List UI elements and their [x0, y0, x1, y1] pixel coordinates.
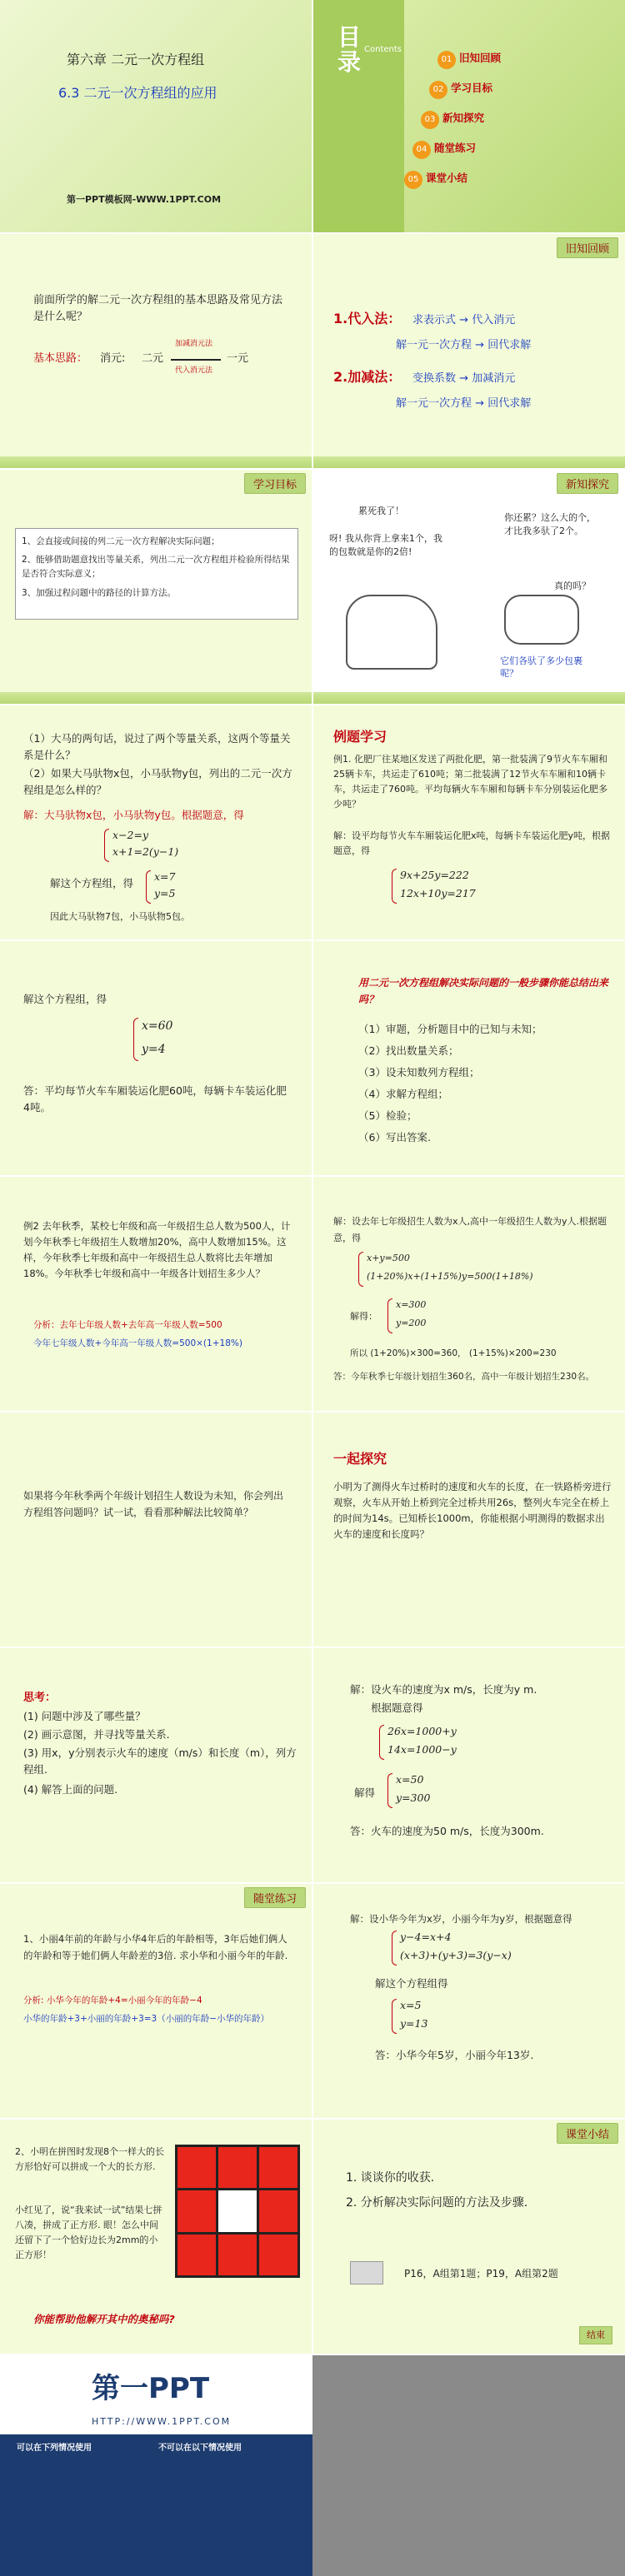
idea-label: 基本思路：: [33, 352, 88, 365]
toc-item[interactable]: 03 新知探究: [421, 110, 484, 129]
analysis-1: 小华的年龄+3+小丽的年龄+3=3（小丽的年龄−小华的年龄）: [23, 2014, 270, 2024]
arrow-bottom: 代入消元法: [175, 366, 213, 375]
cover-slide: [0, 0, 312, 232]
toc-item[interactable]: 05 课堂小结: [404, 170, 468, 189]
example-slide: [312, 705, 625, 939]
answer: 答：平均每节火车车厢装运化肥60吨，每辆卡车装运化肥4吨。: [23, 1084, 287, 1114]
ex-sol-slide: [0, 941, 312, 1175]
think-slide: [0, 1648, 312, 1882]
idea-value: 消元:: [100, 352, 126, 365]
example-sol: 解：设平均每节火车车厢装运化肥x吨，每辆卡车装运化肥y吨，根据题意，得: [333, 830, 611, 856]
idea-right: 一元: [227, 352, 249, 365]
step-item: （1）审题，分析题目中的已知与未知；: [358, 1023, 542, 1035]
toc-title: 目 录: [338, 23, 362, 76]
answer: 答：小华今年5岁，小丽今年13岁.: [375, 2049, 534, 2061]
rect-question: 你能帮助他解开其中的奥秘吗?: [33, 2313, 175, 2325]
eq-2: x+1=2(y−1): [112, 845, 179, 858]
q1: （1）大马的两句话，说过了两个等量关系，这两个等量关系是什么？: [23, 732, 291, 761]
end-button[interactable]: 结束: [579, 2326, 612, 2344]
sol-intro: 解：设火车的速度为x m/s，长度为y m.: [350, 1683, 538, 1696]
rect-text: 2、小明在拼图时发现8个一样大的长方形恰好可以拼成一个大的长方形.: [15, 2146, 164, 2172]
arrow-icon: [171, 359, 221, 361]
chapter-title: 第六章 二元一次方程组: [67, 52, 205, 67]
goal-item: 3、加强过程问题中的路径的计算方法。: [22, 588, 177, 598]
eq-2: 12x+10y=217: [400, 887, 476, 899]
explore-slide: [312, 470, 625, 704]
bubble-3: 你还累？这么大的个，才比我多驮了2个。: [504, 512, 596, 536]
toc-contents: Contents: [364, 45, 402, 54]
bubble-5: 它们各驮了多少包裹呢？: [500, 655, 582, 679]
rect-puzzle: [175, 2145, 300, 2278]
analysis-0: 分析: 小华今年的年龄+4=小丽今年的年龄−4: [23, 1996, 202, 2005]
eq-1: x−2=y: [112, 829, 149, 841]
method-1: 1.代入法：: [333, 311, 402, 326]
calc: 所以 (1+20%)×300=360， (1+15%)×200=230: [350, 1348, 557, 1358]
think-title: 思考：: [23, 1692, 57, 1704]
q2: （2）如果大马驮物x包，小马驮物y包，列出的二元一次方程组是怎么样的？: [23, 767, 292, 796]
step-item: （3）设未知数列方程组；: [358, 1066, 480, 1079]
bubble-4: 真的吗？: [554, 580, 591, 591]
result-x: x=60: [142, 1019, 173, 1033]
explore-tab[interactable]: 新知探究: [557, 473, 618, 494]
pony-drawing: [504, 595, 579, 645]
eq-2: 14x=1000−y: [388, 1743, 457, 1756]
practice-text: 1、小丽4年前的年龄与小华4年后的年龄相等，3年后她们俩人的年龄和等于她们俩人年龄差的3倍. 求小华和小丽今年的年龄.: [23, 1933, 288, 1961]
train-q-slide: [0, 1413, 312, 1647]
eq-1: 26x=1000+y: [388, 1725, 457, 1737]
result-y: y=5: [154, 887, 176, 899]
result-y: y=13: [400, 2017, 428, 2030]
eq-1: x+y=500: [367, 1253, 410, 1263]
solve-text: 解这个方程组，得: [23, 993, 108, 1005]
footer-url[interactable]: HTTP://WWW.1PPT.COM: [92, 2416, 232, 2427]
method-1-steps2: 解一元一次方程 → 回代求解: [396, 339, 532, 351]
rect-text-2: 小红见了，说“我来试一试”结果七拼八凑，拼成了正方形. 眼！怎么中间还留下了一个恰好边长为2mm的小正方形！: [15, 2205, 162, 2260]
summary-item: 2. 分析解决实际问题的方法及步骤.: [346, 2196, 528, 2210]
think-item: (2) 画示意图，并寻找等量关系.: [23, 1728, 170, 1741]
eq-1: y−4=x+4: [400, 1931, 452, 1943]
eq-2: (1+20%)x+(1+15%)y=500(1+18%): [367, 1271, 533, 1282]
result-y: y=4: [142, 1043, 166, 1056]
methods-slide: [312, 234, 625, 468]
steps-slide: [312, 941, 625, 1175]
ex2-text: 例2 去年秋季，某校七年级和高一年级招生总人数为500人，计划今年秋季七年级招生人数增加20%，高中人数增加15%。这样，今年秋季七年级和高中一年级招生总人数将比去年增加18%。今年秋季七年级和高中一年级各计划招生多少人？: [23, 1220, 291, 1279]
result-y: y=300: [396, 1791, 431, 1804]
method-2-steps2: 解一元一次方程 → 回代求解: [396, 397, 532, 410]
arrow-top: 加减消元法: [175, 340, 213, 348]
train-sol-slide: [312, 1648, 625, 1882]
site-label: 第一PPT模板网-WWW.1PPT.COM: [67, 194, 222, 205]
steps-title: 用二元一次方程组解决实际问题的一般步骤你能总结出来吗？: [358, 977, 609, 1005]
step-item: （5）检验；: [358, 1109, 418, 1122]
rect-slide: [0, 2120, 312, 2354]
result-y: y=200: [396, 1318, 427, 1328]
goals-tab[interactable]: 学习目标: [244, 473, 306, 494]
review-question: 前面所学的解二元一次方程组的基本思路及常见方法是什么呢？: [33, 294, 283, 323]
method-1-steps: 求表示式 → 代入消元: [412, 314, 516, 326]
sol-intro: 解：设小华今年为x岁，小丽今年为y岁，根据题意得: [350, 1913, 572, 1925]
practice-slide: [0, 1884, 312, 2118]
idea-left: 二元: [142, 352, 164, 365]
horse-drawing: [346, 595, 438, 670]
result-x: x=50: [396, 1773, 424, 1786]
goals-slide: [0, 470, 312, 704]
example-title: 例题学习: [333, 729, 388, 745]
footer: [0, 2355, 625, 2576]
sol-intro: 解：设去年七年级招生人数为x人,高中一年级招生人数为y人.根据题意，得: [333, 1216, 608, 1243]
summary-slide: [312, 2120, 625, 2354]
result-x: x=300: [396, 1299, 427, 1310]
train-slide: [312, 1413, 625, 1647]
step-item: （4）求解方程组；: [358, 1088, 448, 1100]
footer-logo: 第一PPT: [92, 2372, 210, 2405]
analysis-1: 分析：去年七年级人数+去年高一年级人数=500: [33, 1320, 222, 1330]
analysis-2: 今年七年级人数+今年高一年级人数=500×(1+18%): [33, 1338, 242, 1348]
review-tab[interactable]: 旧知回顾: [557, 237, 618, 258]
section-title: 6.3 二元一次方程组的应用: [58, 85, 218, 101]
result-x: x=5: [400, 1999, 422, 2011]
footer-col-1: 可以在下列情况使用: [17, 2444, 92, 2453]
summary-tab[interactable]: 课堂小结: [557, 2123, 618, 2144]
ex2-sol-slide: [312, 1177, 625, 1411]
homework: P16，A组第1题；P19，A组第2题: [404, 2268, 558, 2280]
train-q-text: 如果将今年秋季两个年级计划招生人数设为未知，你会列出方程组答问题吗？试一试，看看那种解法比较简单？: [23, 1490, 284, 1518]
example-text: 例1. 化肥厂往某地区发送了两批化肥，第一批装满了9节火车车厢和25辆卡车，共运走了610吨；第二批装满了12节火车车厢和10辆卡车，共运走了760吨。平均每辆火车车厢和每辆卡车分别装运化肥多少吨？: [333, 754, 608, 810]
train-title: 一起探究: [333, 1451, 388, 1467]
practice-sol-slide: [312, 1884, 625, 2118]
think-item: (1) 问题中涉及了哪些量？: [23, 1710, 146, 1722]
toc-item[interactable]: 04 随堂练习: [412, 140, 476, 159]
goal-item: 2、能够借助题意找出等量关系，列出二元一次方程组并检验所得结果是否符合实际意义；: [22, 555, 290, 579]
ex2-slide: [0, 1177, 312, 1411]
solve-text: 解得: [354, 1786, 376, 1799]
horse-slide: [0, 705, 312, 939]
method-2-steps: 变换系数 → 加减消元: [412, 372, 516, 385]
think-item: (3) 用x，y分别表示火车的速度（m/s）和长度（m），列方程组.: [23, 1746, 297, 1776]
sol-note: 根据题意得: [371, 1702, 423, 1714]
summary-item: 1. 谈谈你的收获.: [346, 2171, 435, 2185]
solve-text: 解得：: [350, 1311, 378, 1322]
answer: 答：今年秋季七年级计划招生360名，高中一年级计划招生230名。: [333, 1372, 595, 1382]
bubble-1: 累死我了！: [358, 506, 404, 516]
eq-1: 9x+25y=222: [400, 869, 469, 881]
review-slide: [0, 234, 312, 468]
solve-text: 解这个方程组，得: [50, 877, 134, 889]
think-item: (4) 解答上面的问题.: [23, 1783, 118, 1796]
footer-gray: [312, 2355, 625, 2576]
footer-col-2: 不可以在以下情况使用: [158, 2444, 242, 2453]
answer: 答：火车的速度为50 m/s，长度为300m.: [350, 1825, 544, 1837]
method-2: 2.加减法：: [333, 369, 402, 385]
goal-item: 1、会直接或间接的列二元一次方程解决实际问题；: [22, 536, 220, 546]
eq-2: (x+3)+(y+3)=3(y−x): [400, 1949, 512, 1961]
train-text: 小明为了测得火车过桥时的速度和火车的长度，在一铁路桥旁进行观察，火车从开始上桥到完全过桥共用26s，整列火车完全在桥上的时间为14s。已知桥长1000m，你能根据小明测得的数据求出火车的速度和长度吗？: [333, 1481, 612, 1540]
step-item: （6）写出答案.: [358, 1131, 431, 1144]
answer: 因此大马驮物7包，小马驮物5包。: [50, 911, 190, 922]
toc-item[interactable]: 01 旧知回顾: [438, 50, 501, 69]
solution-intro: 解：大马驮物x包，小马驮物y包。根据题意，得: [23, 809, 244, 821]
result-x: x=7: [154, 870, 176, 883]
bubble-2: 呀! 我从你背上拿来1个，我的包数就是你的2倍!: [329, 533, 442, 557]
step-item: （2）找出数量关系；: [358, 1044, 459, 1057]
solve-text: 解这个方程组得: [375, 1977, 448, 1990]
toc-slide: [312, 0, 625, 232]
practice-tab[interactable]: 随堂练习: [244, 1887, 306, 1908]
book-icon: [350, 2261, 383, 2285]
toc-item[interactable]: 02 学习目标: [429, 80, 492, 99]
